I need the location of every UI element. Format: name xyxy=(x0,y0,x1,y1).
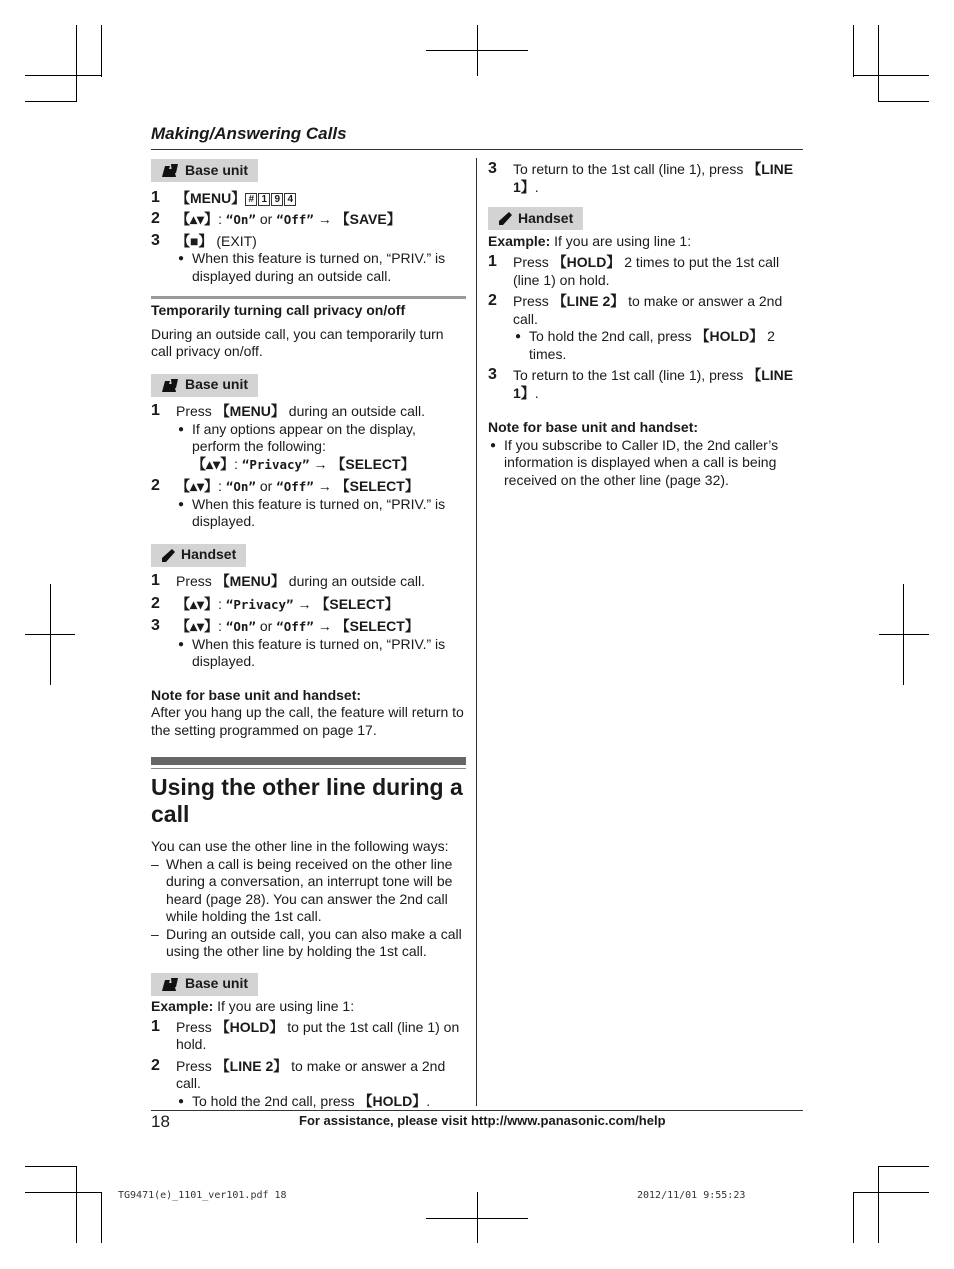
nav-updown-icon: ▴▾ xyxy=(190,211,205,227)
block3-steps xyxy=(151,573,467,671)
handset-label: Handset xyxy=(151,544,246,567)
base-unit-label: Base unit xyxy=(151,374,258,397)
note-bullet: ● If you subscribe to Caller ID, the 2nd caller’s information is displayed when a call is being received on the other line (page 32). xyxy=(490,436,779,488)
heading-bar xyxy=(151,757,466,765)
block1-step2: 2 【▴▾】: “On” or “Off” → 【SAVE】 xyxy=(151,210,401,227)
nav-updown-icon: ▴▾ xyxy=(206,455,221,472)
page-heading: Using the other line during a call xyxy=(151,774,463,827)
block4-step1: 1 Press 【HOLD】 to put the 1st call (line 1) on hold. xyxy=(151,1017,460,1052)
handset-icon xyxy=(161,548,176,563)
block1-steps xyxy=(151,190,467,286)
block2-step2: 2 【▴▾】: “On” or “Off” → 【SELECT】 xyxy=(151,477,419,494)
block1-step1: 1 【MENU】 # 1 9 4 xyxy=(151,190,467,208)
subsection-desc: During an outside call, you can temporarily turn call privacy on/off. xyxy=(151,325,444,359)
left-column xyxy=(151,159,467,739)
section-title: Making/Answering Calls xyxy=(151,124,347,143)
block2-bullet2: ● When this feature is turned on, “PRIV.” is displayed. xyxy=(178,495,446,529)
block5-bullet: ● To hold the 2nd call, press 【HOLD】 2 times. xyxy=(515,328,775,362)
block4-step2: 2 Press 【LINE 2】 to make or answer a 2nd call. xyxy=(151,1056,446,1091)
block1-step3: 3 【■】 (EXIT) xyxy=(151,231,257,249)
column-divider xyxy=(476,158,477,1106)
page-number: 18 xyxy=(151,1112,170,1131)
assistance-text: For assistance, please visit http://www.panasonic.com/help xyxy=(299,1113,666,1128)
base-unit-label: Base unit xyxy=(151,973,258,996)
block3-step1: 1 Press 【MENU】 during an outside call. xyxy=(151,572,426,589)
block2-steps xyxy=(151,403,467,531)
block3-bullet: ● When this feature is turned on, “PRIV.” is displayed. xyxy=(178,635,446,669)
block4-bullet: ● To hold the 2nd call, press 【HOLD】. xyxy=(178,1092,431,1109)
example-line: Example: If you are using line 1: xyxy=(151,998,355,1014)
footer-rule xyxy=(151,1110,803,1111)
file-info: TG9471(e)_1101_ver101.pdf 18 xyxy=(118,1190,287,1201)
example-line: Example: If you are using line 1: xyxy=(488,232,692,249)
handset-icon xyxy=(498,211,513,226)
block3-step2: 2 【▴▾】: “Privacy” → 【SELECT】 xyxy=(151,594,399,612)
subsection-title: Temporarily turning call privacy on/off xyxy=(151,302,406,318)
nav-updown-icon: ▴▾ xyxy=(190,478,205,494)
block5-step3: 3 To return to the 1st call (line 1), press 【LINE 1】. xyxy=(488,366,794,401)
block2-step1: 1 Press 【MENU】 during an outside call. xyxy=(151,402,426,419)
block1-bullet: ● When this feature is turned on, “PRIV.” is displayed during an outside call. xyxy=(178,250,446,284)
base-unit-icon xyxy=(161,163,180,178)
print-date: 2012/11/01 9:55:23 xyxy=(637,1190,746,1201)
continued-step3: 3 To return to the 1st call (line 1), press 【LINE 1】. xyxy=(488,160,794,195)
right-column xyxy=(488,161,804,489)
block5-step2: 2 Press 【LINE 2】 to make or answer a 2nd call. xyxy=(488,292,783,327)
heading-rule xyxy=(151,768,466,769)
block5-step1: 1 Press 【HOLD】 2 times to put the 1st call (line 1) on hold. xyxy=(488,253,780,288)
note-text: After you hang up the call, the feature will return to the setting programmed on page 17. xyxy=(151,704,464,738)
intro-text: You can use the other line in the following ways: xyxy=(151,838,449,854)
left-column-lower xyxy=(151,838,467,1110)
header-rule xyxy=(151,149,803,150)
block2-bullet1: ● If any options appear on the display, perform the following: xyxy=(178,420,416,454)
note-title: Note for base unit and handset: xyxy=(151,686,362,703)
block2-bullet1-cont: 【▴▾】: “Privacy” → 【SELECT】 xyxy=(192,455,415,472)
dash-item-2: – During an outside call, you can also make a call using the other line by holding the 1st call. xyxy=(151,925,462,959)
subsection-rule xyxy=(151,296,466,299)
note-title: Note for base unit and handset: xyxy=(488,419,699,435)
base-unit-icon xyxy=(161,378,180,393)
base-unit-icon xyxy=(161,977,180,992)
nav-updown-icon: ▴▾ xyxy=(190,595,205,612)
handset-label: Handset xyxy=(488,207,583,230)
dash-item-1: – When a call is being received on the other line during a conversation, an interrupt tone will be heard (page 28). You can answer the 2nd call while holding the 1st call. xyxy=(151,855,453,924)
nav-updown-icon: ▴▾ xyxy=(190,618,205,634)
base-unit-label: Base unit xyxy=(151,159,258,182)
block3-step3: 3 【▴▾】: “On” or “Off” → 【SELECT】 xyxy=(151,617,419,634)
